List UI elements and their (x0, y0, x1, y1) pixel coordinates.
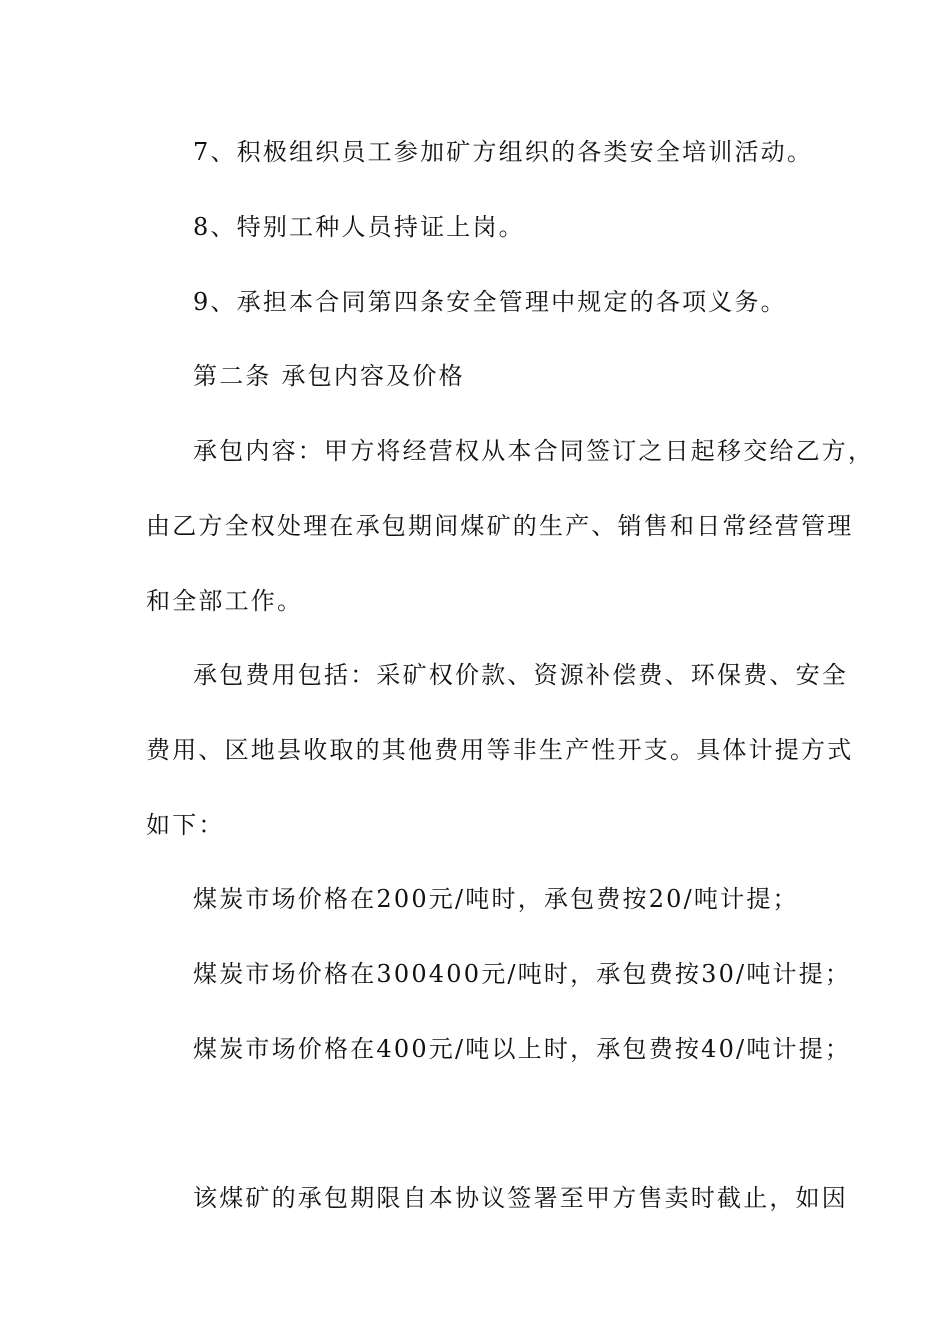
price-rule-line: 煤炭市场价格在200元/吨时，承包费按20/吨计提； (193, 885, 799, 913)
list-item-9: 9、承担本合同第四条安全管理中规定的各项义务。 (193, 288, 787, 316)
section-heading: 第二条 承包内容及价格 (193, 362, 465, 390)
paragraph-line: 费用、区地县收取的其他费用等非生产性开支。具体计提方式 (146, 736, 854, 764)
paragraph-line: 该煤矿的承包期限自本协议签署至甲方售卖时截止，如因 (193, 1184, 848, 1212)
paragraph-line: 和全部工作。 (146, 587, 304, 615)
price-rule-line: 煤炭市场价格在300400元/吨时，承包费按30/吨计提； (193, 960, 852, 988)
price-rule-line: 煤炭市场价格在400元/吨以上时，承包费按40/吨计提； (193, 1035, 852, 1063)
list-item-7: 7、积极组织员工参加矿方组织的各类安全培训活动。 (193, 138, 814, 166)
paragraph-line: 承包费用包括：采矿权价款、资源补偿费、环保费、安全 (193, 661, 848, 689)
paragraph-line: 由乙方全权处理在承包期间煤矿的生产、销售和日常经营管理 (146, 512, 854, 540)
paragraph-line: 如下： (146, 811, 225, 839)
list-item-8: 8、特别工种人员持证上岗。 (193, 213, 525, 241)
paragraph-line: 承包内容：甲方将经营权从本合同签订之日起移交给乙方， (193, 437, 875, 465)
